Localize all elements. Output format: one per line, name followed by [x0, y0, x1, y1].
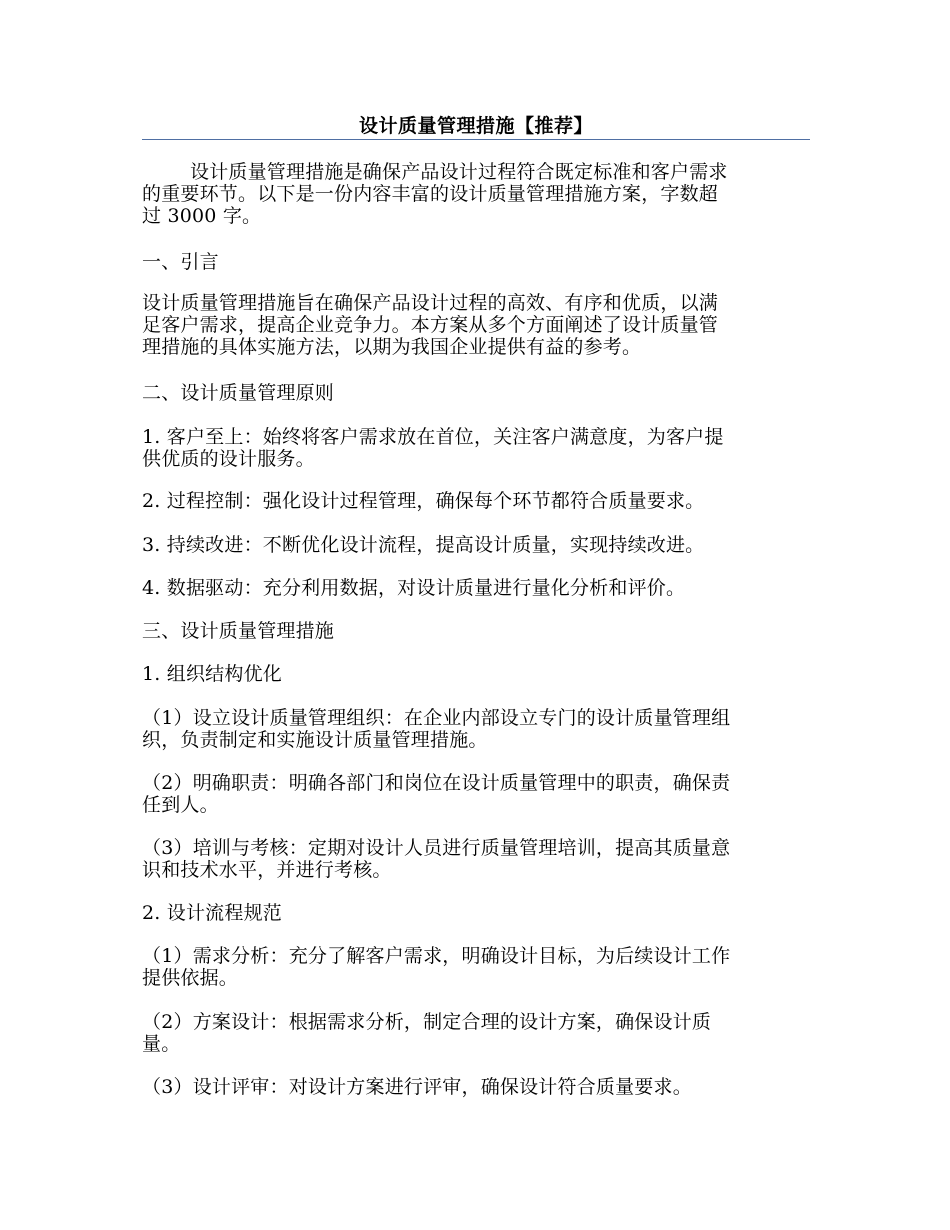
text-line: 提供依据。	[142, 967, 239, 989]
list-item	[142, 772, 810, 816]
title-underline	[142, 139, 810, 140]
text-line: （1）需求分析：充分了解客户需求，明确设计目标，为后续设计工作	[142, 945, 731, 967]
text-line: 设计质量管理措施旨在确保产品设计过程的高效、有序和优质，以满	[142, 292, 719, 314]
text-line: 任到人。	[142, 794, 219, 816]
text-line: 供优质的设计服务。	[142, 448, 315, 470]
text-line: （1）设立设计质量管理组织：在企业内部设立专门的设计质量管理组	[142, 707, 731, 729]
text-line: 的重要环节。以下是一份内容丰富的设计质量管理措施方案，字数超	[142, 183, 719, 205]
text-line: 1. 客户至上：始终将客户需求放在首位，关注客户满意度，为客户提	[142, 426, 724, 448]
section-heading	[142, 620, 810, 642]
section-heading	[142, 251, 810, 273]
list-item	[142, 707, 810, 751]
section-heading	[142, 382, 810, 404]
text-line: 理措施的具体实施方法，以期为我国企业提供有益的参考。	[142, 336, 642, 358]
text-line: 二、设计质量管理原则	[142, 382, 335, 404]
subsection-heading	[142, 663, 810, 685]
text-line: 过 3000 字。	[142, 205, 262, 227]
text-line: 量。	[142, 1033, 181, 1055]
document-title: 设计质量管理措施【推荐】	[358, 115, 593, 137]
text-line: （2）明确职责：明确各部门和岗位在设计质量管理中的职责，确保责	[142, 772, 731, 794]
list-item	[142, 837, 810, 881]
text-line: （2）方案设计：根据需求分析，制定合理的设计方案，确保设计质	[142, 1011, 712, 1033]
text-line: 2. 设计流程规范	[142, 902, 282, 924]
text-line: 4. 数据驱动：充分利用数据，对设计质量进行量化分析和评价。	[142, 577, 686, 599]
body-paragraph	[142, 292, 810, 358]
list-item	[142, 534, 810, 556]
text-line: 3. 持续改进：不断优化设计流程，提高设计质量，实现持续改进。	[142, 534, 705, 556]
subsection-heading	[142, 902, 810, 924]
text-line: （3）设计评审：对设计方案进行评审，确保设计符合质量要求。	[142, 1076, 692, 1098]
list-item	[142, 1076, 810, 1098]
text-line: 识和技术水平，并进行考核。	[142, 859, 392, 881]
list-item	[142, 945, 810, 989]
document-page	[142, 0, 810, 1230]
intro-paragraph	[142, 161, 810, 227]
text-line: 足客户需求，提高企业竞争力。本方案从多个方面阐述了设计质量管	[142, 314, 719, 336]
list-item	[142, 490, 810, 512]
text-line: 2. 过程控制：强化设计过程管理，确保每个环节都符合质量要求。	[142, 490, 705, 512]
list-item	[142, 426, 810, 470]
list-item	[142, 1011, 810, 1055]
text-line: 设计质量管理措施是确保产品设计过程符合既定标准和客户需求	[190, 161, 728, 183]
text-line: 三、设计质量管理措施	[142, 620, 335, 642]
text-line: 1. 组织结构优化	[142, 663, 282, 685]
text-line: 织，负责制定和实施设计质量管理措施。	[142, 729, 488, 751]
list-item	[142, 577, 810, 599]
text-line: （3）培训与考核：定期对设计人员进行质量管理培训，提高其质量意	[142, 837, 731, 859]
text-line: 一、引言	[142, 251, 219, 273]
